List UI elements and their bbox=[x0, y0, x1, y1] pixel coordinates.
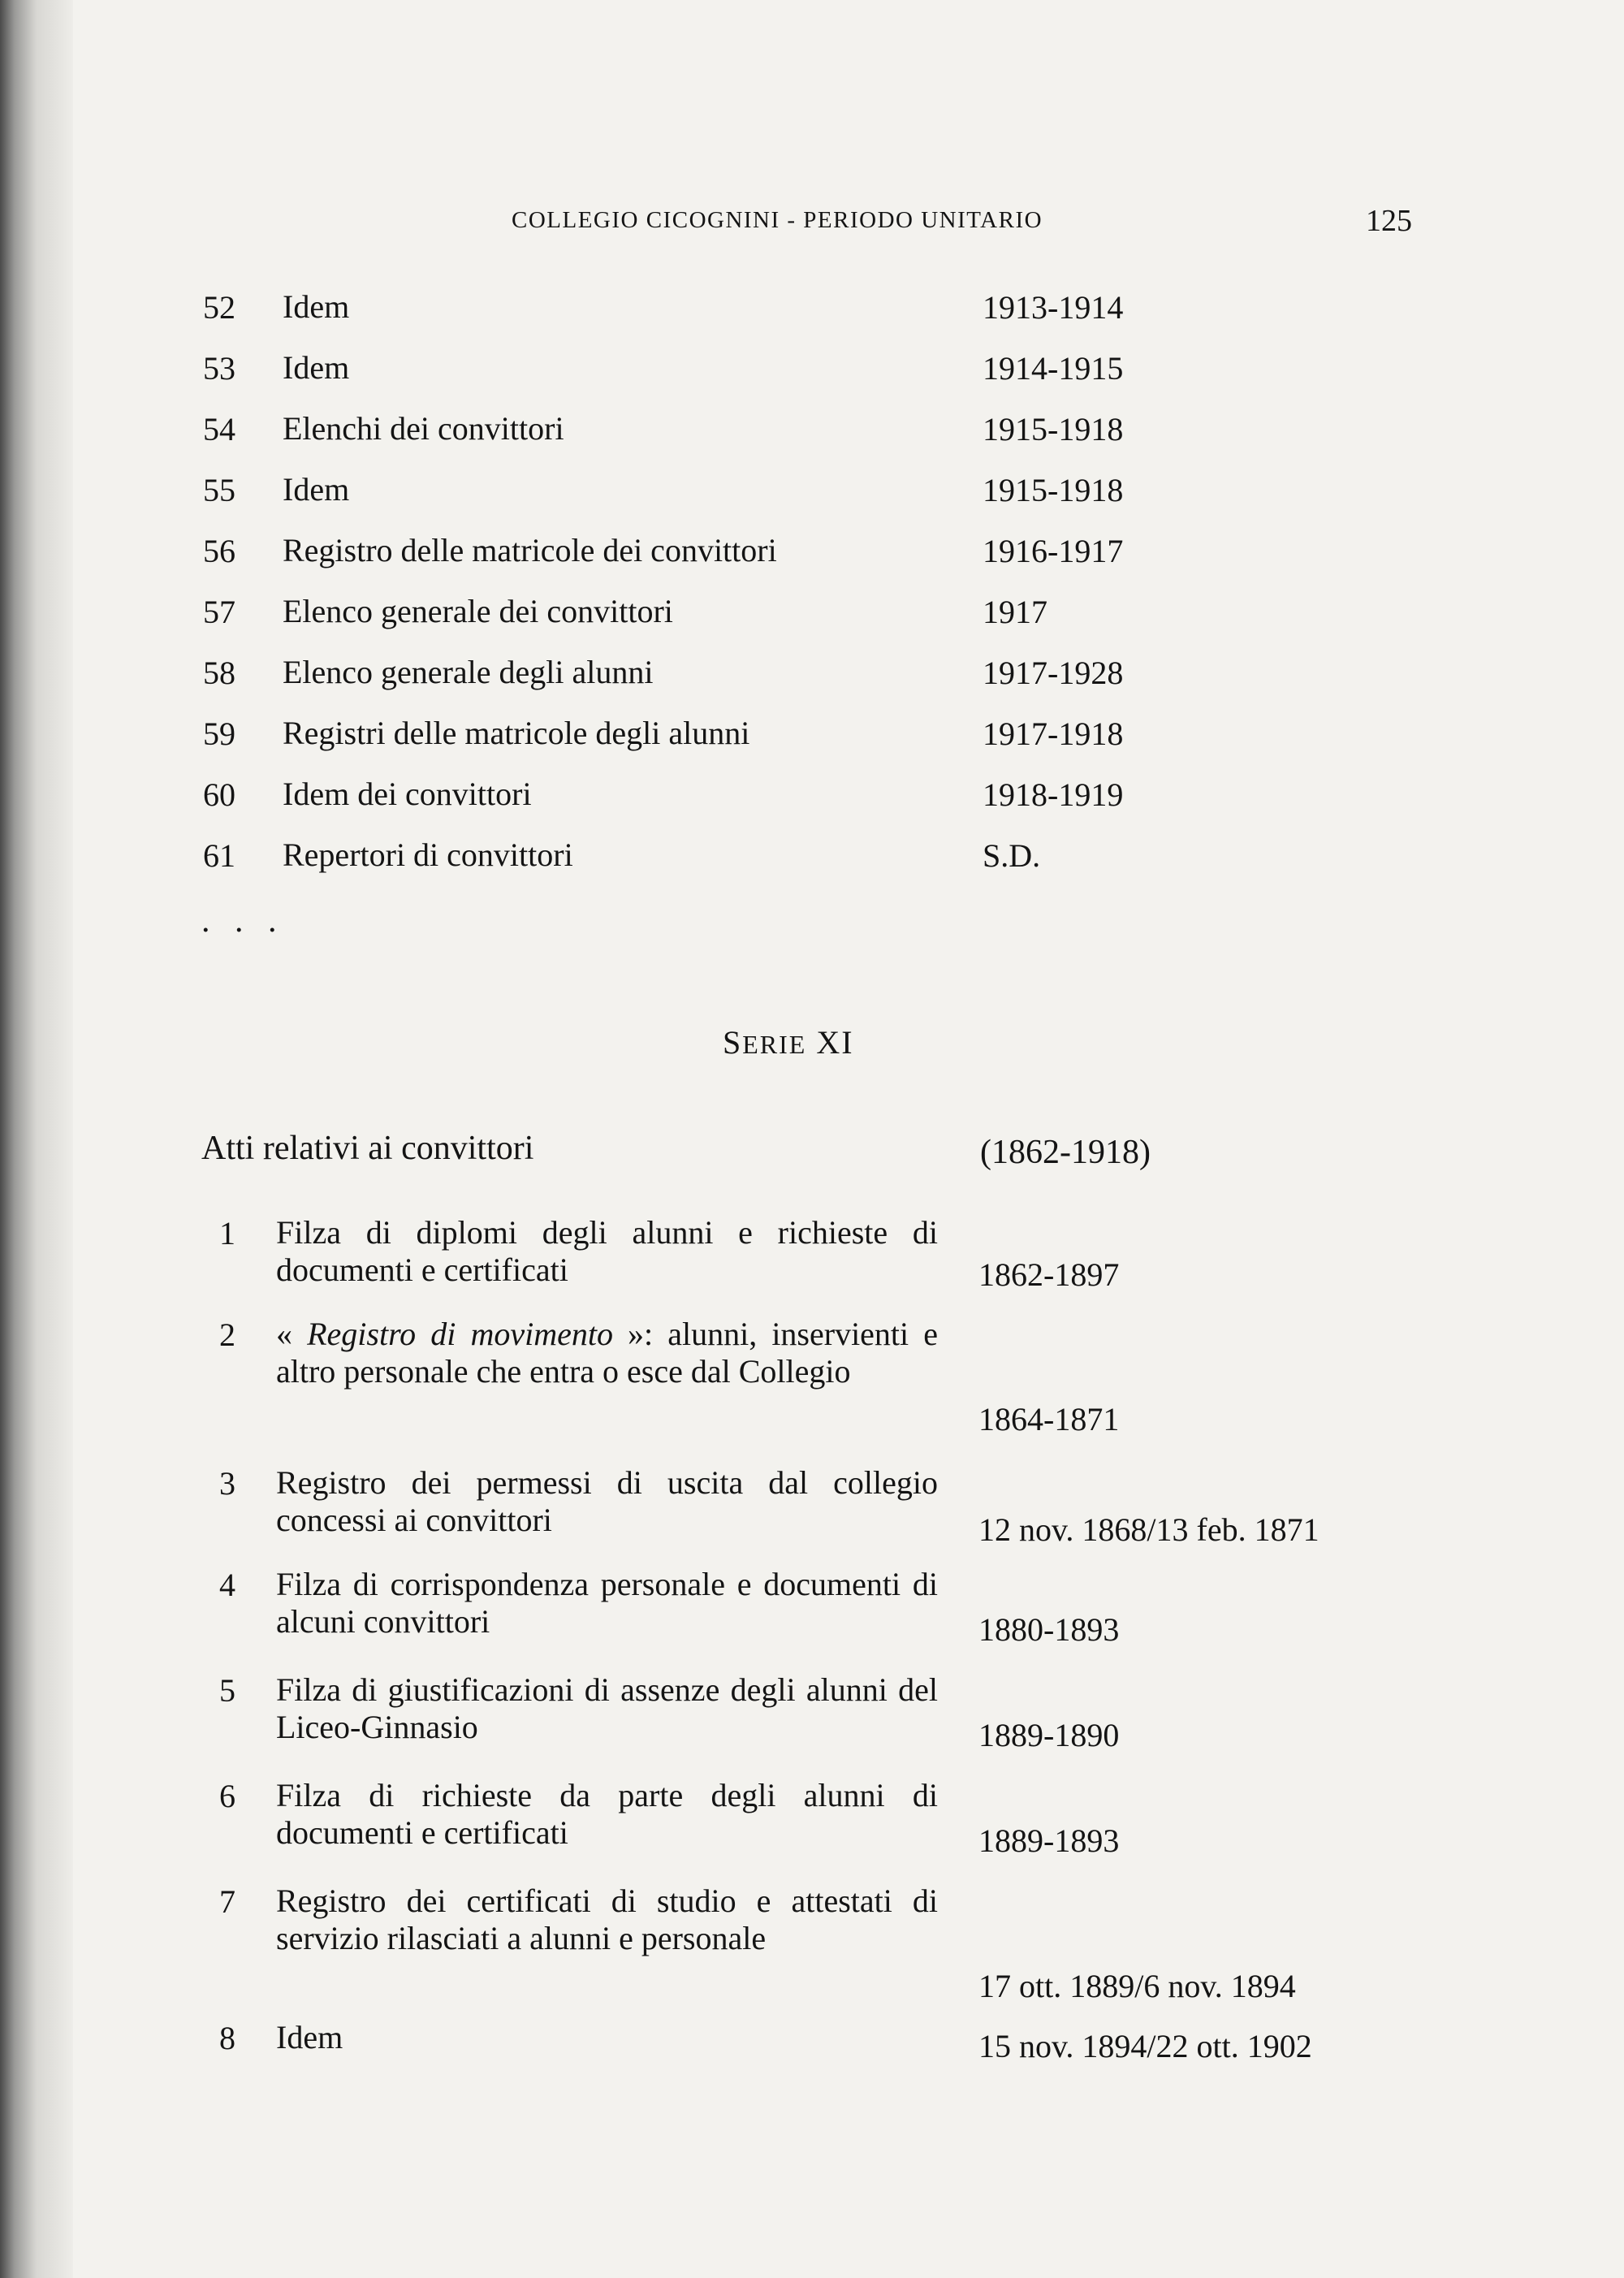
item-text: Idem bbox=[283, 471, 350, 508]
item-text: Idem bbox=[283, 349, 350, 386]
item-date: S.D. bbox=[983, 837, 1041, 874]
series-heading-rest: ERIE bbox=[742, 1030, 807, 1059]
ellipsis: . . . bbox=[201, 902, 285, 940]
item-number: 5 bbox=[219, 1672, 235, 1709]
item-text: Idem bbox=[276, 2019, 343, 2055]
open-guillemet: « bbox=[276, 1316, 292, 1352]
item-number: 54 bbox=[203, 411, 235, 447]
item-date: 1916-1917 bbox=[983, 533, 1124, 569]
item-number: 57 bbox=[203, 594, 235, 630]
item-date: 1917-1928 bbox=[983, 655, 1124, 691]
item-date: 1913-1914 bbox=[983, 289, 1124, 326]
item-number: 2 bbox=[219, 1316, 235, 1353]
item-text: Registro delle matricole dei convittori bbox=[283, 532, 777, 568]
section-range: (1862-1918) bbox=[980, 1134, 1151, 1171]
item-number: 52 bbox=[203, 289, 235, 326]
item-date: 1889-1890 bbox=[978, 1717, 1120, 1753]
item-date: 1889-1893 bbox=[978, 1822, 1120, 1859]
item-text: Elenchi dei convittori bbox=[283, 410, 564, 447]
item-date: 1914-1915 bbox=[983, 350, 1124, 387]
item-text: Registro dei permessi di uscita dal collegio concessi ai convittori bbox=[276, 1464, 938, 1538]
item-date: 1915-1918 bbox=[983, 472, 1124, 508]
item-text bbox=[276, 1316, 938, 1390]
item-date: 17 ott. 1889/6 nov. 1894 bbox=[978, 1968, 1296, 2004]
item-title-italic: Registro di movimento bbox=[307, 1316, 613, 1352]
item-text: Filza di diplomi degli alunni e richieste di documenti e certificati bbox=[276, 1214, 938, 1288]
item-text: Idem bbox=[283, 288, 350, 325]
page-number: 125 bbox=[1366, 204, 1412, 238]
item-date: 1915-1918 bbox=[983, 411, 1124, 447]
item-number: 60 bbox=[203, 776, 235, 813]
item-date: 1917-1918 bbox=[983, 715, 1124, 752]
item-number: 59 bbox=[203, 715, 235, 752]
item-text: Idem dei convittori bbox=[283, 776, 532, 812]
item-number: 1 bbox=[219, 1215, 235, 1251]
item-text: Repertori di convittori bbox=[283, 836, 573, 873]
item-text: Elenco generale dei convittori bbox=[283, 593, 673, 629]
item-text: Elenco generale degli alunni bbox=[283, 654, 654, 690]
item-number: 55 bbox=[203, 472, 235, 508]
running-title: COLLEGIO CICOGNINI - PERIODO UNITARIO bbox=[512, 207, 1043, 233]
item-date: 1862-1897 bbox=[978, 1256, 1120, 1293]
series-heading-initial: S bbox=[723, 1024, 743, 1061]
item-number: 3 bbox=[219, 1465, 235, 1502]
item-date: 1918-1919 bbox=[983, 776, 1124, 813]
item-text: Registro dei certificati di studio e attestati di servizio rilasciati a alunni e personale bbox=[276, 1882, 938, 1956]
item-date: 15 nov. 1894/22 ott. 1902 bbox=[978, 2028, 1312, 2064]
item-number: 56 bbox=[203, 533, 235, 569]
item-number: 61 bbox=[203, 837, 235, 874]
item-number: 58 bbox=[203, 655, 235, 691]
item-number: 4 bbox=[219, 1567, 235, 1603]
item-number: 53 bbox=[203, 350, 235, 387]
item-text-rest: »: alunni, inservienti e altro personale che entra o esce dal Collegio bbox=[276, 1316, 939, 1390]
series-numeral: XI bbox=[816, 1024, 854, 1061]
item-number: 6 bbox=[219, 1778, 235, 1814]
item-text: Filza di corrispondenza personale e documenti di alcuni convittori bbox=[276, 1566, 938, 1640]
item-text: Filza di richieste da parte degli alunni di documenti e certificati bbox=[276, 1777, 938, 1851]
item-date: 1917 bbox=[983, 594, 1047, 630]
item-text: Registri delle matricole degli alunni bbox=[283, 715, 750, 751]
series-heading bbox=[723, 1023, 854, 1061]
item-date: 1864-1871 bbox=[978, 1401, 1120, 1437]
item-date: 1880-1893 bbox=[978, 1611, 1120, 1648]
item-number: 8 bbox=[219, 2020, 235, 2056]
section-title: Atti relativi ai convittori bbox=[201, 1130, 534, 1167]
item-date: 12 nov. 1868/13 feb. 1871 bbox=[978, 1511, 1320, 1548]
item-text: Filza di giustificazioni di assenze degli alunni del Liceo-Ginnasio bbox=[276, 1671, 938, 1745]
item-number: 7 bbox=[219, 1883, 235, 1920]
